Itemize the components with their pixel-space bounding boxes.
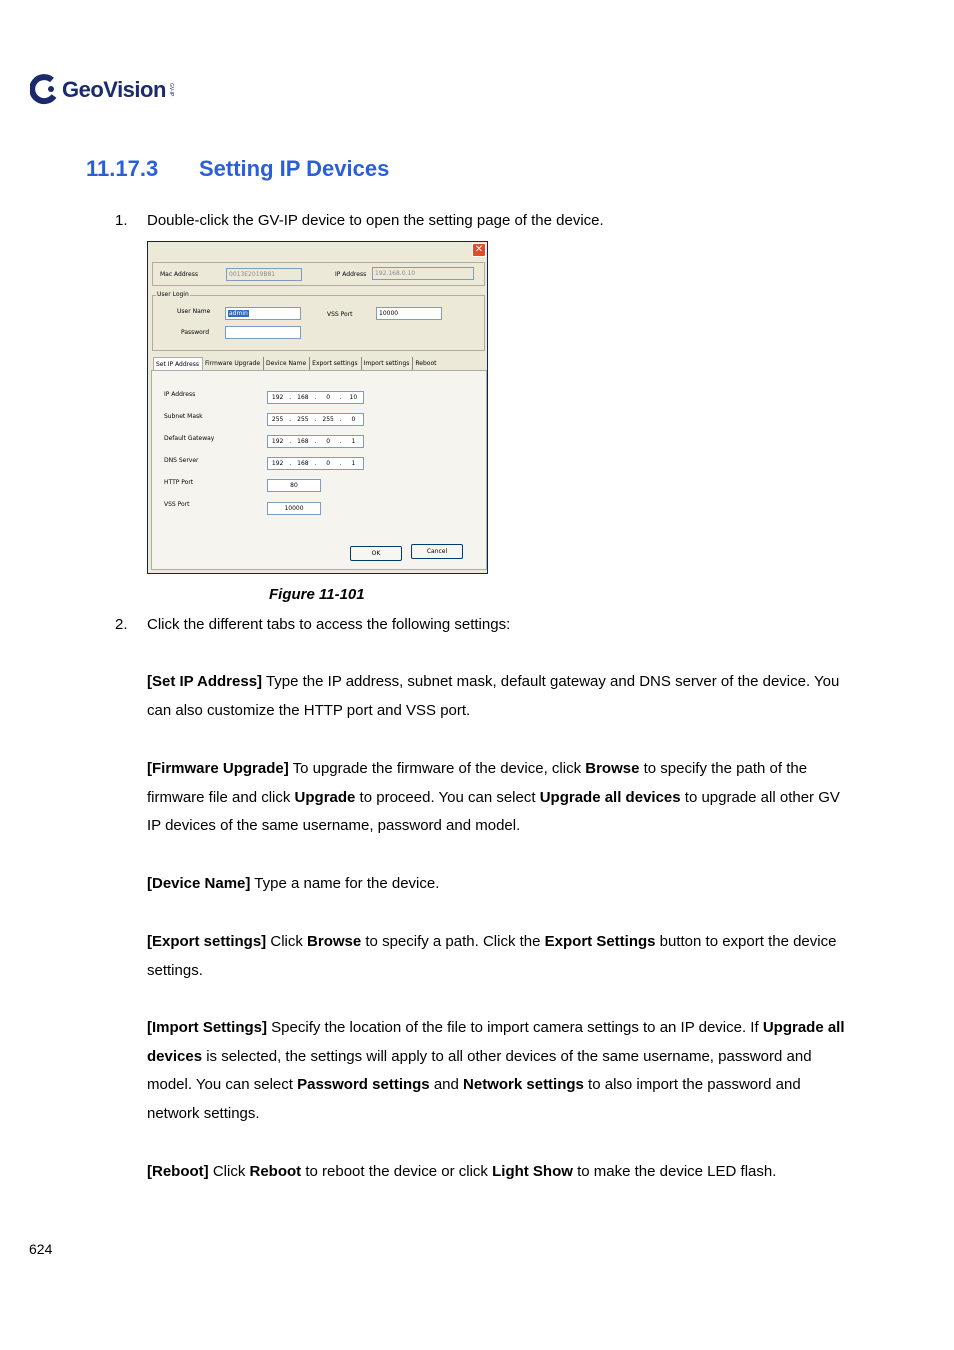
octet: 0 (326, 460, 331, 467)
term: Browse (307, 933, 362, 950)
dialog-titlebar (148, 242, 487, 260)
tab-reboot[interactable]: Reboot (415, 360, 437, 367)
geovision-logo (30, 72, 174, 108)
octet: 1 (351, 460, 356, 467)
ok-button[interactable]: OK (350, 546, 402, 561)
ip-address-octets[interactable]: 192 . 168 . 0 . 10 (267, 391, 364, 404)
text: Type the IP address, subnet mask, default gateway and DNS server of the device. You can also customize the HTTP port and VSS port. (147, 673, 840, 719)
cancel-button[interactable]: Cancel (411, 544, 463, 559)
text: to proceed. You can select (355, 788, 540, 806)
ip-row-label: IP Address (164, 391, 196, 398)
paragraph-import-settings (147, 1014, 852, 1129)
text: Click (208, 1163, 250, 1180)
step-2 (115, 616, 815, 636)
paragraph-export-settings (147, 928, 847, 985)
text: to also import the password and network settings. (147, 1076, 801, 1123)
term: Reboot (249, 1163, 302, 1180)
ip-address-label: IP Address (335, 271, 367, 278)
tab-device-name[interactable]: Device Name (264, 357, 310, 371)
section-heading (86, 156, 389, 182)
vss-port-row-label: VSS Port (164, 501, 190, 508)
octet: 0 (351, 416, 356, 423)
octet: 192 (271, 460, 284, 467)
text: to reboot the device or click (301, 1163, 493, 1180)
set-ip-address-panel (151, 370, 487, 570)
user-login-label: User Login (157, 291, 189, 298)
dns-server-octets[interactable]: 192 . 168 . 0 . 1 (267, 457, 364, 470)
term: Upgrade all devices (539, 788, 681, 806)
mac-address-field: 0013E2019B81 (226, 268, 302, 281)
text: Click (266, 933, 308, 950)
octet: 255 (271, 416, 284, 423)
vss-port-label: VSS Port (327, 311, 353, 318)
octet: 192 (271, 394, 284, 401)
octet: 168 (297, 438, 309, 445)
term: [Import Settings] (147, 1019, 267, 1036)
tab-import-settings[interactable]: Import settings (362, 357, 414, 371)
step-text: Double-click the GV-IP device to open the setting page of the device. (147, 212, 604, 229)
octet: 192 (271, 438, 284, 445)
paragraph-firmware-upgrade (147, 755, 847, 841)
text: to make the device LED flash. (572, 1163, 777, 1180)
term: Password settings (297, 1076, 430, 1094)
settings-tabs (153, 357, 439, 371)
octet: 255 (297, 416, 309, 423)
text: to specify the path of the firmware file and click (147, 760, 808, 806)
step-text: Click the different tabs to access the following settings: (147, 616, 511, 633)
section-number: 11.17.3 (86, 156, 159, 181)
logo-text: GeoVision (62, 77, 166, 102)
subnet-row-label: Subnet Mask (164, 413, 203, 420)
text: Type a name for the device. (250, 875, 440, 892)
tab-set-ip-address[interactable]: Set IP Address (153, 357, 203, 371)
section-title: Setting IP Devices (199, 156, 390, 181)
octet: 168 (297, 460, 309, 467)
octet: 168 (297, 394, 309, 401)
term: [Set IP Address] (147, 673, 263, 690)
term: [Firmware Upgrade] (147, 760, 289, 777)
term: [Export settings] (147, 933, 267, 950)
octet: 1 (351, 438, 356, 445)
subnet-mask-octets[interactable]: 255 . 255 . 255 . 0 (267, 413, 364, 426)
page-number: 624 (29, 1241, 53, 1257)
term: [Reboot] (147, 1163, 209, 1180)
step-1 (115, 212, 815, 232)
octet: 0 (326, 394, 331, 401)
geovision-logo-icon (30, 74, 60, 106)
ip-device-dialog (147, 241, 488, 574)
vss-port-input[interactable]: 10000 (376, 307, 442, 320)
close-icon[interactable]: ✕ (472, 243, 486, 257)
default-gateway-octets[interactable]: 192 . 168 . 0 . 1 (267, 435, 364, 448)
text: to specify a path. Click the (361, 933, 545, 950)
text: and (429, 1076, 464, 1094)
username-value: admin (229, 310, 248, 317)
gateway-row-label: Default Gateway (164, 435, 215, 442)
octet: 10 (349, 394, 358, 401)
text: Specify the location of the file to import camera settings to an IP device. If (267, 1019, 763, 1036)
logo-subtext: GV-IP (167, 83, 174, 97)
tab-export-settings[interactable]: Export settings (310, 357, 361, 371)
ip-address-field: 192.168.0.10 (372, 267, 474, 280)
paragraph-device-name (147, 870, 847, 899)
vss-port-row-input[interactable]: 10000 (267, 502, 321, 515)
term: [Device Name] (147, 875, 251, 892)
term: Browse (585, 760, 640, 777)
user-login-frame (152, 295, 485, 351)
password-input[interactable] (225, 326, 301, 339)
paragraph-reboot (147, 1158, 847, 1187)
step-number: 1. (115, 212, 128, 229)
tab-firmware-upgrade[interactable]: Firmware Upgrade (203, 357, 264, 371)
username-label: User Name (177, 308, 211, 315)
paragraph-set-ip-address (147, 668, 847, 725)
text: button to export the device settings. (147, 933, 837, 979)
username-input[interactable] (225, 307, 301, 320)
text: is selected, the settings will apply to all other devices of the same username, password and model. You can select (147, 1047, 812, 1094)
step-number: 2. (115, 616, 128, 633)
term: Export Settings (544, 933, 656, 950)
term: Light Show (492, 1163, 573, 1180)
term: Upgrade (294, 788, 356, 806)
password-label: Password (181, 329, 210, 336)
text: to upgrade all other GV IP devices of the same username, password and model. (147, 788, 840, 835)
http-port-input[interactable]: 80 (267, 479, 321, 492)
dns-row-label: DNS Server (164, 457, 199, 464)
term: Upgrade all devices (147, 1019, 845, 1065)
octet: 0 (326, 438, 331, 445)
figure-caption: Figure 11-101 (269, 586, 365, 603)
term: Network settings (463, 1076, 584, 1094)
mac-address-label: Mac Address (160, 271, 198, 278)
octet: 255 (322, 416, 334, 423)
http-port-label: HTTP Port (164, 479, 194, 486)
text: To upgrade the firmware of the device, click (288, 760, 586, 777)
